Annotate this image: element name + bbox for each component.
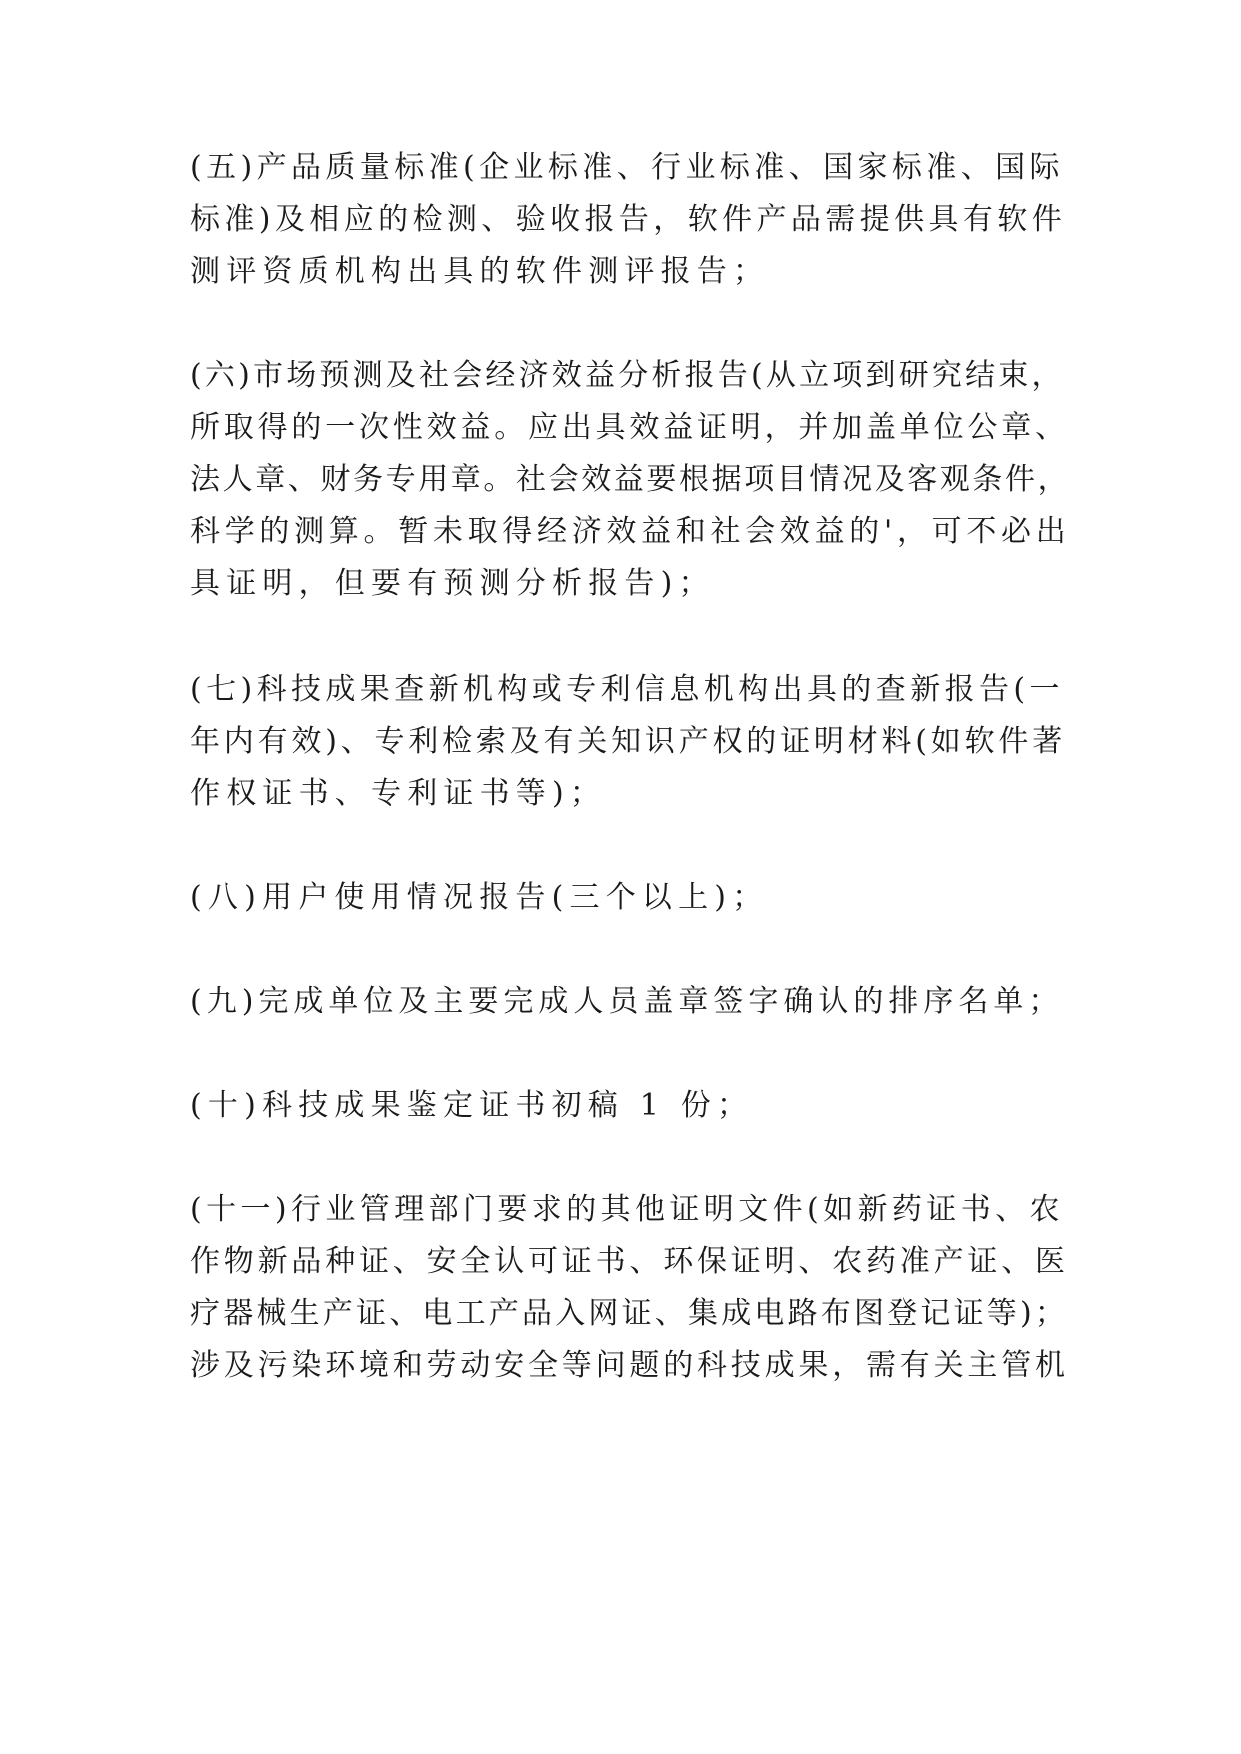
paragraph-8-line-1: (八)用户使用情况报告(三个以上)； [190,880,769,915]
paragraph-7-line-1: (七)科技成果查新机构或专利信息机构出具的查新报告(一 [190,672,1064,707]
paragraph-6-line-5: 具证明，但要有预测分析报告)； [190,566,715,601]
paragraph-6-line-2: 所取得的一次性效益。应出具效益证明，并加盖单位公章、 [190,410,1069,445]
paragraph-11-line-1: (十一)行业管理部门要求的其他证明文件(如新药证书、农 [190,1192,1064,1227]
paragraph-6-line-1: (六)市场预测及社会经济效益分析报告(从立项到研究结束， [190,358,1065,393]
paragraph-11-line-3: 疗器械生产证、电工产品入网证、集成电路布图登记证等)； [190,1296,1069,1331]
paragraph-5-line-1: (五)产品质量标准(企业标准、行业标准、国家标准、国际 [190,150,1064,185]
paragraph-7-line-2: 年内有效)、专利检索及有关知识产权的证明材料(如软件著 [190,724,1067,759]
paragraph-10-line-1: (十)科技成果鉴定证书初稿 1 份； [190,1088,754,1123]
paragraph-11-line-2: 作物新品种证、安全认可证书、环保证明、农药准产证、医 [190,1244,1069,1279]
paragraph-9-line-1: (九)完成单位及主要完成人员盖章签字确认的排序名单； [190,984,1064,1019]
paragraph-7-line-3: 作权证书、专利证书等)； [190,776,607,811]
paragraph-5-line-3: 测评资质机构出具的软件测评报告； [190,254,770,289]
paragraph-6-line-4: 科学的测算。暂未取得经济效益和社会效益的'，可不必出 [190,514,1071,549]
paragraph-5-line-2: 标准)及相应的检测、验收报告，软件产品需提供具有软件 [190,202,1067,237]
paragraph-6-line-3: 法人章、财务专用章。社会效益要根据项目情况及客观条件， [190,462,1071,497]
paragraph-11-line-4: 涉及污染环境和劳动安全等问题的科技成果，需有关主管机 [190,1348,1069,1383]
